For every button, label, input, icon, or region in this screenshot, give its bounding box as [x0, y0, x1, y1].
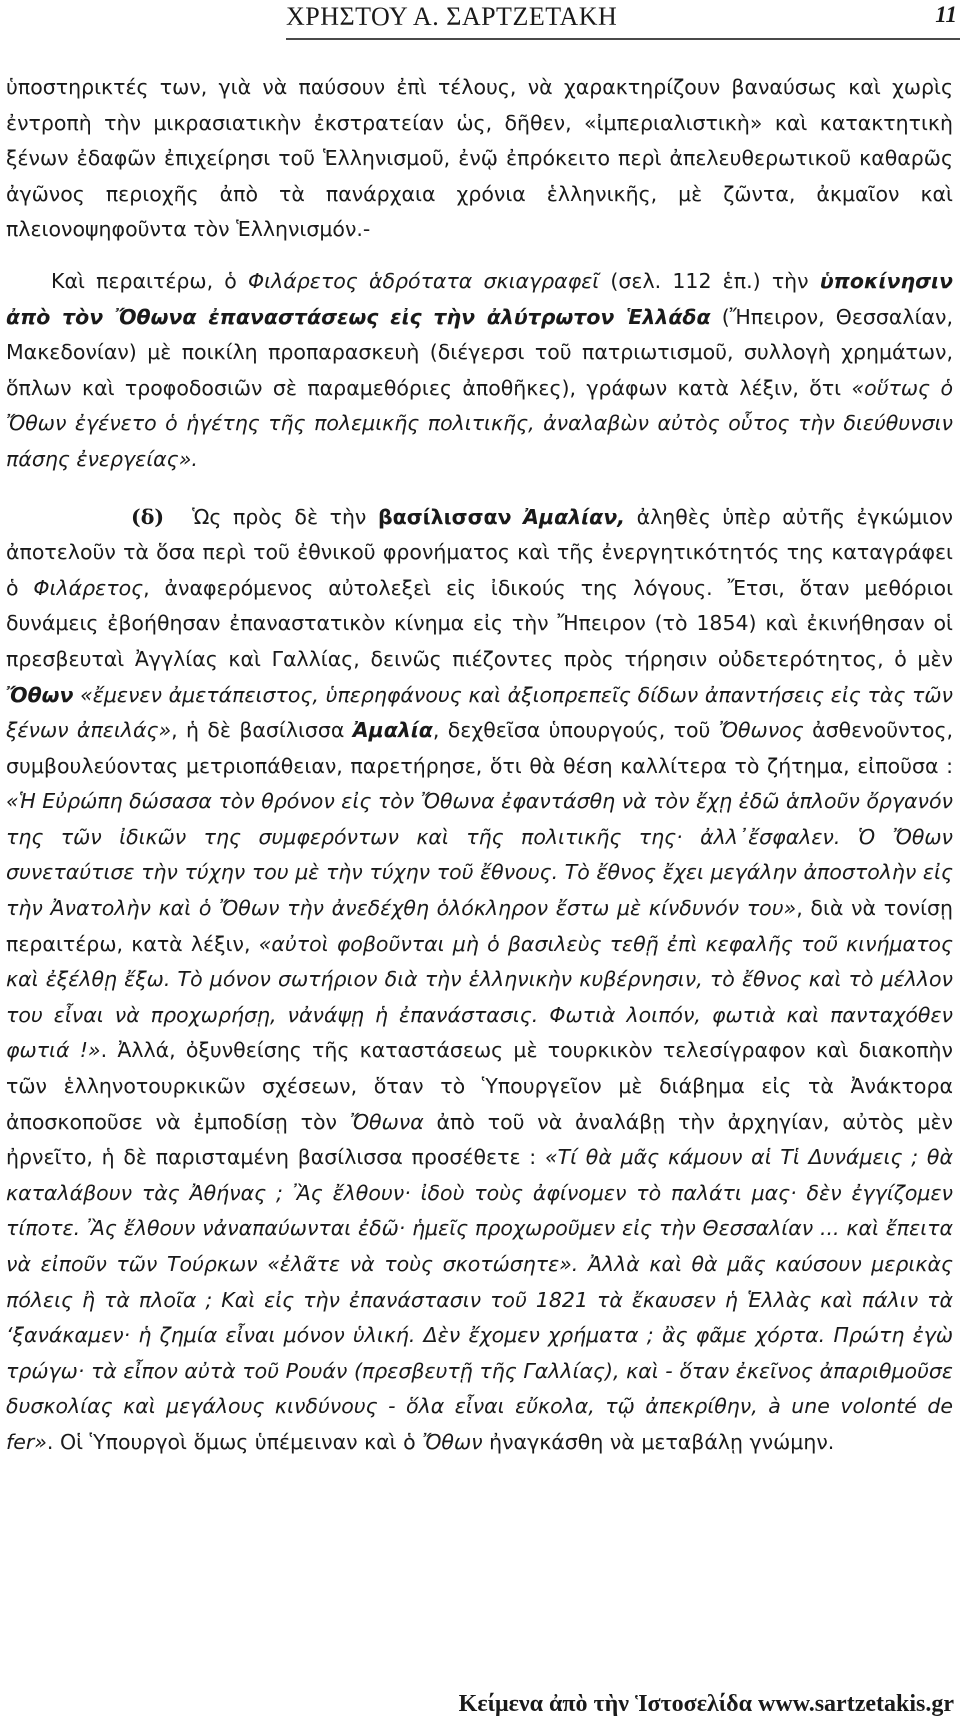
p3-othon-1: Ὄθων	[6, 682, 74, 707]
p3-quote-1: «ἔμενεν ἀμετάπειστος, ὑπερηφάνους καὶ ἀξιοπρεπεῖς δίδων ἀπαντήσεις εἰς τὰς τῶν ξένων ἀπειλάς»	[6, 682, 953, 743]
p3-quote-4: «Τί θὰ μᾶς κάμουν αἱ Τἱ Δυνάμεις ; θὰ καταλάβουν τὰς Ἀθήνας ; Ἂς ἔλθουν· ἰδοὺ τοὺς ἀφίνομεν τὸ παλάτι μας· δὲν ἐγγίζομεν τίποτε. Ἂς ἔλθουν νἀναπαύωνται ἐδῶ· ἡμεῖς προχωροῦμεν εἰς τὴν Θεσσαλίαν ... καὶ ἔπειτα νὰ εἰποῦν τῶν Τούρκων «ἐλᾶτε νὰ τοὺς σκοτώσητε». Ἀλλὰ καὶ θὰ μᾶς καύσουν μερικὰς πόλεις ἢ τὰ πλοῖα ; Καὶ εἰς τὴν ἐπανάστασιν τοῦ 1821 τὰ ἔκαυσεν ἡ Ἑλλὰς καὶ πάλιν τὰ ‘ξανάκαμεν· ἡ ζημία εἶναι μόνον ὑλική. Δὲν ἔχομεν χρήματα ; ἂς φᾶμε χόρτα. Πρώτη ἐγὼ τρώγω· τὰ εἶπον αὐτὰ τοῦ Ρουάν (πρεσβευτῇ τῆς Γαλλίας), καὶ - ὅταν ἐκεῖνος ἀπαριθμοῦσε δυσκολίας καὶ μεγάλους κινδύνους - ὅλα εἶναι εὔκολα, τῷ ἀπεκρίθην, à une volonté de fer»	[6, 1145, 953, 1454]
p3-text-5: ἀληθὲς ὑπὲρ αὐτῆς ἐγκώμιον ἀποτελοῦν τὰ ὅσα περὶ τοῦ ἐθνικοῦ φρονήματος καὶ τῆς ἐνεργητικότητός της καταγράφει ὁ	[6, 504, 953, 600]
paragraph-1: ὑποστηρικτές των, γιὰ νὰ παύσουν ἐπὶ τέλους, νὰ χαρακτηρίζουν βαναύσως καὶ χωρὶς ἐντροπὴ τὴν μικρασιατικὴν ἐκστρατείαν ὡς, δῆθεν, «ἰμπεριαλιστικὴ» καὶ κατακτητικὴ ξένων ἐδαφῶν ἐπιχείρησι τοῦ Ἑλληνισμοῦ, ἐνῷ ἐπρόκειτο περὶ ἀπελευθερωτικοῦ καθαρῶς ἀγῶνος περιοχῆς ἀπὸ τὰ πανάρχαια χρόνια ἑλληνικῆς, μὲ ζῶντα, ἀκμαῖον καὶ πλειονοψηφοῦντα τὸν Ἑλληνισμόν.-	[6, 75, 953, 242]
page-footer	[459, 1691, 954, 1718]
p3-othon-2: Ὄθων	[422, 1429, 483, 1454]
page-number: 11	[935, 2, 957, 27]
p3-text-3	[512, 505, 524, 529]
p3-quote-3: «αὐτοὶ φοβοῦνται μὴ ὁ βασιλεὺς τεθῇ ἐπὶ κεφαλῆς τοῦ κινήματος καὶ ἐξέλθῃ ἔξω. Τὸ μόνον σωτήριον διὰ τὴν ἑλληνικὴν κυβέρνησιν, τὸ ἔθνος καὶ τὸ μέλλον του εἶναι νὰ προχωρήσῃ, νἀνάψῃ ἡ ἐπανάστασις. Φωτιὰ λοιπόν, φωτιὰ καὶ πανταχόθεν φωτιά !»	[6, 931, 953, 1063]
p2-phrase: ἁδρότατα σκιαγραφεῖ	[368, 268, 600, 293]
p3-amalia-2: Ἀμαλία	[352, 718, 433, 743]
p3-othonos: Ὄθωνος	[718, 718, 804, 743]
p3-text-17: , διὰ νὰ τονίσῃ περαιτέρω, κατὰ λέξιν,	[6, 896, 954, 956]
p3-text-11: , ἡ δὲ βασίλισσα	[171, 718, 353, 743]
p2-text-3	[358, 269, 369, 293]
p2-text-1: Καὶ περαιτέρω, ὁ	[51, 268, 249, 293]
paragraph-2	[6, 264, 953, 478]
p3-text-23: . Οἱ Ὑπουργοὶ ὅμως ὑπέμειναν καὶ ὁ	[46, 1429, 423, 1454]
p2-author-name: Φιλάρετος	[248, 268, 358, 293]
footer-url[interactable]: www.sartzetakis.gr	[758, 1691, 954, 1717]
p3-text-19: . Ἀλλά, ὀξυνθείσης τῆς καταστάσεως μὲ τουρκικὸν τελεσίγραφον καὶ διακοπὴν τῶν ἑλληνοτουρκικῶν σχέσεων, ὅταν τὸ Ὑπουργεῖον μὲ διάβημα εἰς τὰ Ἀνάκτορα ἀποσκοποῦσε νὰ ἐμποδίσῃ τὸν	[6, 1038, 953, 1134]
footer-label: Κείμενα ἀπὸ τὴν Ἱστοσελίδα	[458, 1691, 753, 1717]
p2-text-7: (Ἤπειρον, Θεσσαλίαν, Μακεδονίαν) μὲ ποικίλη προπαρασκευὴ (διέγερσι τοῦ πατριωτισμοῦ, συλλογὴ χρημάτων, ὅπλων καὶ τροφοδοσιῶν σὲ παραμεθόριες ἀποθῆκες), γράφων κατὰ λέξιν, ὅτι	[6, 304, 953, 400]
page-body	[6, 70, 953, 1461]
p3-text-7: , ἀναφερόμενος αὐτολεξεὶ εἰς ἰδικούς της λόγους. Ἔτσι, ὅταν μεθόριοι δυνάμεις ἐβοήθησαν ἐπαναστατικὸν κίνημα εἰς τὴν Ἤπειρον (τὸ 1854) καὶ ἐκινήθησαν οἱ πρεσβευταὶ Ἀγγλίας καὶ Γαλλίας, δεινῶς πιέζοντες πρὸς τήρησιν οὐδετερότητος, ὁ μὲν	[6, 575, 954, 671]
p3-author-name: Φιλάρετος	[33, 575, 144, 600]
p3-text-21: ἀπὸ τοῦ νὰ ἀναλάβῃ τὴν ἀρχηγίαν, αὐτὸς μὲν ἠρνεῖτο, ἡ δὲ παρισταμένη βασίλισσα προσέθετε :	[6, 1109, 954, 1170]
p3-othona: Ὄθωνα	[349, 1109, 424, 1134]
p3-queen-word: βασίλισσαν	[377, 504, 512, 529]
p3-text-1: Ὡς πρὸς δὲ τὴν	[192, 504, 378, 529]
p3-text-13: , δεχθεῖσα ὑπουργούς, τοῦ	[432, 718, 719, 743]
page-header	[286, 0, 960, 38]
section-label: (δ)	[131, 504, 165, 529]
paragraph-3	[6, 500, 953, 1461]
author-title: ΧΡΗΣΤΟΥ Α. ΣΑΡΤΖΕΤΑΚΗ	[286, 2, 618, 31]
p3-amalia: Ἀμαλίαν,	[523, 504, 626, 529]
header-rule	[286, 38, 960, 40]
p2-text-5: (σελ. 112 ἑπ.) τὴν	[599, 268, 820, 293]
p3-text-15: ἀσθενοῦντος, συμβουλεύοντας μετριοπάθειαν, παρετήρησε, ὅτι θὰ θέση καλλίτερα τὸ ζήτημα, εἰποῦσα :	[6, 718, 953, 778]
p3-quote-2: «Ἡ Εὐρώπη δώσασα τὸν θρόνον εἰς τὸν Ὄθωνα ἐφαντάσθη νὰ τὸν ἔχῃ ἐδῶ ἁπλοῦν ὄργανόν της τῶν ἰδικῶν της συμφερόντων καὶ τῆς πολιτικῆς της· ἀλλ᾽ἔσφαλεν. Ὁ Ὄθων συνεταύτισε τὴν τύχην του μὲ τὴν τύχην τοῦ ἔθνους. Τὸ ἔθνος ἔχει μεγάλην ἀποστολὴν εἰς τὴν Ἀνατολὴν καὶ ὁ Ὄθων τὴν ἀνεδέχθη ὁλόκληρον ἔστω μὲ κίνδυνόν του»	[6, 789, 953, 921]
p3-text-25: ἠναγκάσθη νὰ μεταβάλῃ γνώμην.	[482, 1429, 835, 1454]
p2-emphasis: ὑποκίνησιν ἀπὸ τὸν Ὄθωνα ἐπαναστάσεως εἰς τὴν ἀλύτρωτον Ἑλλάδα	[6, 268, 953, 329]
p2-quote: «οὕτως ὁ Ὄθων ἐγένετο ὁ ἡγέτης τῆς πολεμικῆς πολιτικῆς, ἀναλαβὼν αὐτὸς οὗτος τὴν διεύθυνσιν πάσης ἐνεργείας».	[6, 375, 953, 471]
